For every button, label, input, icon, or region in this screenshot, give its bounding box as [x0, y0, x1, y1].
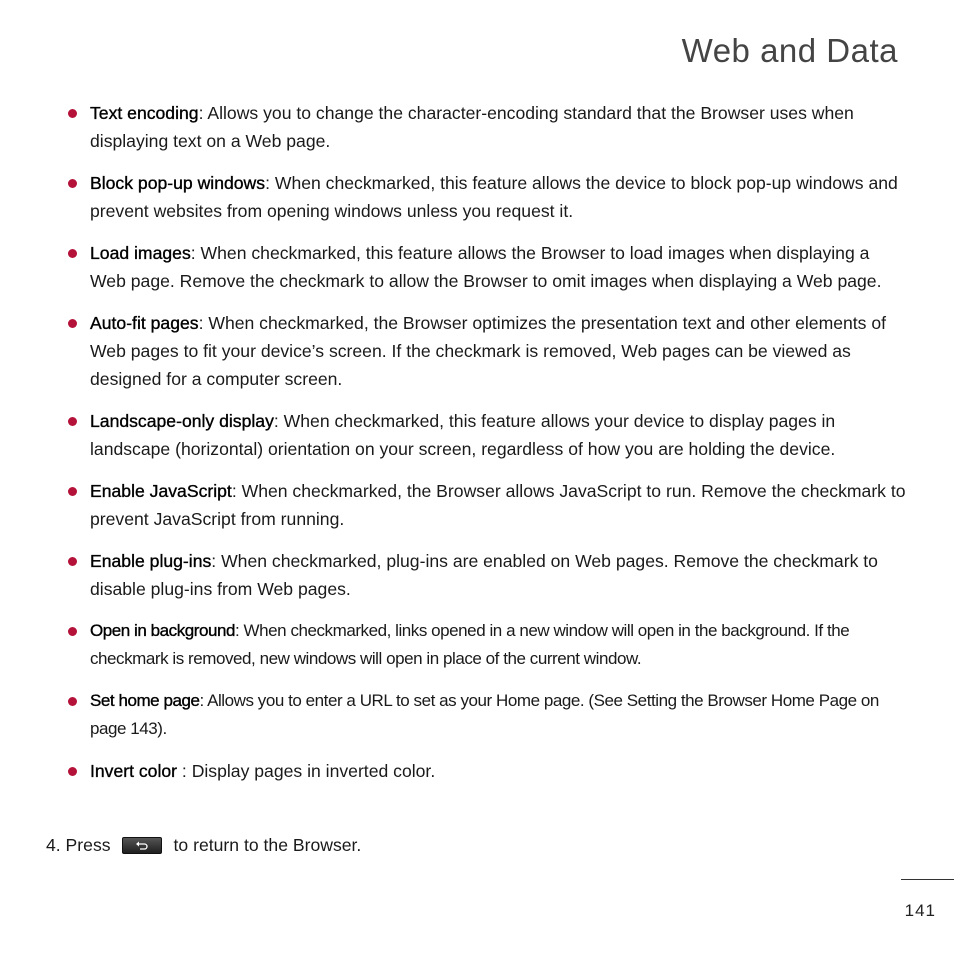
back-arrow-icon [122, 837, 162, 854]
list-item-block-popup [66, 169, 906, 225]
item-description: : When checkmarked, links opened in a new window will open in the background. If the checkmark is removed, new windows will open in place of the current window. [90, 621, 850, 668]
step-suffix: to return to the Browser. [173, 835, 362, 855]
bullet-icon [68, 417, 77, 426]
list-item-enable-javascript [66, 477, 906, 533]
step-prefix: 4. Press [46, 835, 111, 855]
item-term: Block pop-up windows [90, 173, 266, 193]
item-term: Enable plug-ins [90, 551, 212, 571]
item-term: Open in background [90, 621, 236, 640]
bullet-icon [68, 179, 77, 188]
page-number: 141 [904, 901, 936, 920]
bullet-icon [68, 109, 77, 118]
item-description: : Allows you to enter a URL to set as your Home page. (See Setting the Browser Home Page on page 143). [90, 691, 879, 738]
item-term: Invert color [90, 761, 178, 781]
item-term: Landscape-only display [90, 411, 274, 431]
item-description: : Allows you to change the character-encoding standard that the Browser uses when displaying text on a Web page. [90, 103, 854, 151]
item-term: Set home page [90, 691, 200, 710]
bullet-icon [68, 767, 77, 776]
list-item-landscape-only [66, 407, 906, 463]
list-item-set-home-page [66, 687, 906, 743]
list-item-load-images [66, 239, 906, 295]
item-description: : Display pages in inverted color. [177, 761, 436, 781]
page-title: Web and Data [681, 32, 898, 69]
bullet-icon [68, 319, 77, 328]
footer-divider [901, 879, 954, 880]
item-description: : When checkmarked, this feature allows the device to block pop-up windows and prevent websites from opening windows unless you request it. [90, 173, 898, 221]
list-item-enable-plugins [66, 547, 906, 603]
list-item-text-encoding [66, 99, 906, 155]
item-term: Load images [90, 243, 191, 263]
bullet-icon [68, 487, 77, 496]
item-description: : When checkmarked, this feature allows the Browser to load images when displaying a Web page. Remove the checkmark to allow the Browser to omit images when displaying a Web page. [90, 243, 882, 291]
list-item-invert-color [66, 757, 906, 785]
bullet-icon [68, 249, 77, 258]
item-term: Enable JavaScript [90, 481, 232, 501]
settings-list [66, 99, 906, 799]
item-term: Auto-fit pages [90, 313, 199, 333]
list-item-auto-fit [66, 309, 906, 393]
item-term: Text encoding [90, 103, 199, 123]
bullet-icon [68, 697, 77, 706]
step-instruction [46, 831, 361, 859]
bullet-icon [68, 627, 77, 636]
item-description: : When checkmarked, this feature allows your device to display pages in landscape (horizontal) orientation on your screen, regardless of how you are holding the device. [90, 411, 836, 459]
item-description: : When checkmarked, the Browser allows JavaScript to run. Remove the checkmark to prevent JavaScript from running. [90, 481, 906, 529]
list-item-open-in-background [66, 617, 906, 673]
item-description: : When checkmarked, plug-ins are enabled on Web pages. Remove the checkmark to disable plug-ins from Web pages. [90, 551, 878, 599]
item-description: : When checkmarked, the Browser optimizes the presentation text and other elements of Web pages to fit your device’s screen. If the checkmark is removed, Web pages can be viewed as designed for a computer screen. [90, 313, 887, 389]
bullet-icon [68, 557, 77, 566]
